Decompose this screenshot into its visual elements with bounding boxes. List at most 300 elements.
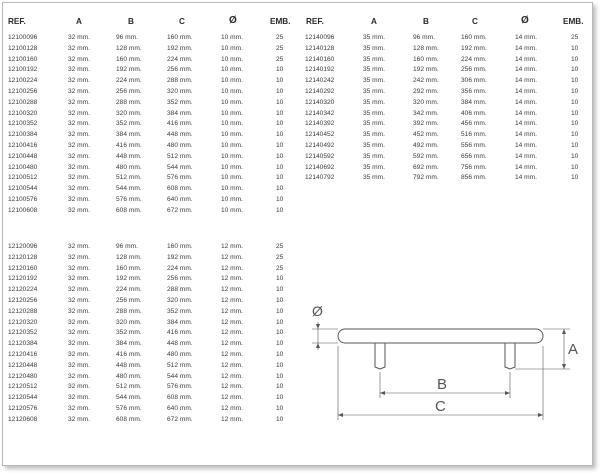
- cell-c: 608 mm.: [167, 185, 193, 193]
- cell-c: 384 mm.: [167, 318, 193, 326]
- cell-diameter: 10 mm.: [221, 142, 243, 149]
- header-b: B: [128, 17, 134, 26]
- cell-ref: 12140792: [305, 174, 335, 182]
- cell-ref: 12100576: [8, 196, 38, 203]
- cell-b: 342 mm.: [413, 109, 439, 117]
- cell-emb: 10: [276, 340, 284, 348]
- cell-a: 32 mm.: [68, 243, 90, 250]
- cell-c: 192 mm.: [167, 253, 193, 261]
- cell-c: 456 mm.: [461, 120, 487, 128]
- cell-diameter: 10 mm.: [221, 109, 243, 117]
- cell-emb: 10: [571, 55, 579, 63]
- cell-b: 792 mm.: [413, 174, 439, 182]
- handle-leg-left: [375, 343, 385, 369]
- cell-emb: 10: [276, 405, 284, 412]
- cell-b: 96 mm.: [116, 34, 138, 41]
- cell-c: 356 mm.: [461, 88, 487, 95]
- cell-diameter: 10 mm.: [221, 77, 243, 85]
- cell-a: 35 mm.: [363, 34, 385, 41]
- cell-a: 35 mm.: [363, 163, 385, 171]
- cell-ref: 12120352: [8, 329, 38, 337]
- cell-a: 32 mm.: [68, 361, 90, 369]
- cell-emb: 10: [276, 297, 284, 304]
- cell-ref: 12120192: [8, 275, 38, 283]
- cell-ref: 12100352: [8, 120, 38, 128]
- cell-diameter: 12 mm.: [221, 340, 243, 348]
- handle-bar: [338, 329, 543, 343]
- cell-a: 32 mm.: [68, 351, 90, 358]
- cell-ref: 12140292: [305, 88, 335, 95]
- cell-emb: 10: [276, 286, 284, 294]
- cell-ref: 12100096: [8, 34, 38, 41]
- cell-diameter: 12 mm.: [221, 394, 243, 402]
- cell-emb: 10: [571, 109, 579, 117]
- cell-ref: 12120512: [8, 383, 38, 391]
- cell-ref: 12140452: [305, 131, 335, 139]
- cell-diameter: 12 mm.: [221, 318, 243, 326]
- cell-c: 544 mm.: [167, 163, 193, 171]
- cell-b: 512 mm.: [116, 383, 142, 391]
- cell-b: 192 mm.: [413, 66, 439, 74]
- cell-diameter: 14 mm.: [515, 109, 537, 117]
- cell-b: 384 mm.: [116, 340, 142, 348]
- cell-b: 416 mm.: [116, 351, 142, 358]
- cell-emb: 10: [276, 372, 284, 380]
- cell-emb: 10: [276, 275, 284, 283]
- cell-emb: 10: [276, 131, 284, 139]
- cell-ref: 12120160: [8, 264, 38, 272]
- cell-c: 320 mm.: [167, 88, 193, 95]
- cell-ref: 12140320: [305, 98, 335, 106]
- cell-c: 448 mm.: [167, 131, 193, 139]
- cell-emb: 10: [276, 361, 284, 369]
- header-diameter: Ø: [229, 15, 237, 26]
- cell-emb: 25: [276, 34, 284, 41]
- cell-a: 32 mm.: [68, 44, 90, 52]
- cell-c: 192 mm.: [461, 44, 487, 52]
- cell-b: 416 mm.: [116, 142, 142, 149]
- cell-diameter: 12 mm.: [221, 253, 243, 261]
- cell-diameter: 14 mm.: [515, 77, 537, 85]
- cell-emb: 25: [276, 253, 284, 261]
- header-c: C: [472, 17, 478, 26]
- cell-c: 672 mm.: [167, 415, 193, 423]
- cell-emb: 25: [276, 55, 284, 63]
- cell-diameter: 14 mm.: [515, 55, 537, 63]
- cell-c: 416 mm.: [167, 120, 193, 128]
- cell-a: 32 mm.: [68, 275, 90, 283]
- cell-a: 32 mm.: [68, 120, 90, 128]
- cell-a: 35 mm.: [363, 109, 385, 117]
- cell-ref: 12120608: [8, 415, 38, 423]
- cell-a: 32 mm.: [68, 206, 90, 214]
- cell-emb: 10: [276, 174, 284, 182]
- cell-a: 35 mm.: [363, 152, 385, 160]
- cell-diameter: 10 mm.: [221, 196, 243, 203]
- cell-diameter: 14 mm.: [515, 131, 537, 139]
- cell-b: 192 mm.: [116, 275, 142, 283]
- cell-ref: 12140592: [305, 152, 335, 160]
- cell-a: 32 mm.: [68, 394, 90, 402]
- cell-c: 224 mm.: [167, 264, 193, 272]
- cell-c: 256 mm.: [167, 66, 193, 74]
- cell-emb: 10: [571, 163, 579, 171]
- cell-diameter: 12 mm.: [221, 372, 243, 380]
- cell-b: 288 mm.: [116, 98, 142, 106]
- cell-ref: 12120320: [8, 318, 38, 326]
- cell-a: 35 mm.: [363, 88, 385, 95]
- cell-emb: 10: [276, 109, 284, 117]
- cell-ref: 12140342: [305, 109, 335, 117]
- header-emb: EMB.: [563, 17, 584, 26]
- cell-a: 32 mm.: [68, 297, 90, 304]
- cell-b: 448 mm.: [116, 361, 142, 369]
- cell-ref: 12140392: [305, 120, 335, 128]
- cell-emb: 10: [276, 152, 284, 160]
- cell-b: 544 mm.: [116, 394, 142, 402]
- cell-b: 352 mm.: [116, 329, 142, 337]
- cell-emb: 10: [276, 318, 284, 326]
- cell-a: 32 mm.: [68, 109, 90, 117]
- cell-b: 480 mm.: [116, 372, 142, 380]
- cell-c: 306 mm.: [461, 77, 487, 85]
- cell-a: 32 mm.: [68, 163, 90, 171]
- header-ref: REF.: [306, 17, 324, 26]
- cell-emb: 10: [276, 415, 284, 423]
- cell-diameter: 10 mm.: [221, 174, 243, 182]
- cell-b: 320 mm.: [116, 109, 142, 117]
- cell-emb: 10: [571, 88, 579, 95]
- cell-a: 32 mm.: [68, 405, 90, 412]
- header-ref: REF.: [8, 17, 26, 26]
- cell-emb: 10: [276, 329, 284, 337]
- cell-diameter: 10 mm.: [221, 120, 243, 128]
- cell-ref: 12140096: [305, 34, 335, 41]
- a-label: A: [568, 341, 579, 358]
- cell-b: 692 mm.: [413, 163, 439, 171]
- cell-ref: 12120576: [8, 405, 38, 412]
- cell-emb: 10: [276, 185, 284, 193]
- cell-c: 480 mm.: [167, 142, 193, 149]
- cell-a: 32 mm.: [68, 196, 90, 203]
- cell-ref: 12120448: [8, 361, 38, 369]
- cell-c: 672 mm.: [167, 206, 193, 214]
- cell-c: 256 mm.: [167, 275, 193, 283]
- cell-ref: 12100288: [8, 98, 38, 106]
- cell-diameter: 12 mm.: [221, 361, 243, 369]
- cell-ref: 12120480: [8, 372, 38, 380]
- cell-diameter: 10 mm.: [221, 185, 243, 193]
- cell-diameter: 10 mm.: [221, 44, 243, 52]
- cell-diameter: 14 mm.: [515, 120, 537, 128]
- cell-c: 608 mm.: [167, 394, 193, 402]
- cell-ref: 12120128: [8, 253, 38, 261]
- cell-a: 32 mm.: [68, 55, 90, 63]
- cell-emb: 25: [276, 264, 284, 272]
- cell-c: 512 mm.: [167, 361, 193, 369]
- dia-label: Ø: [312, 303, 323, 319]
- cell-diameter: 10 mm.: [221, 152, 243, 160]
- cell-a: 32 mm.: [68, 131, 90, 139]
- cell-emb: 10: [276, 394, 284, 402]
- cell-b: 256 mm.: [116, 88, 142, 95]
- cell-emb: 10: [571, 152, 579, 160]
- header-c: C: [179, 17, 185, 26]
- cell-ref: 12100448: [8, 152, 38, 160]
- handle-leg-right: [505, 343, 515, 369]
- cell-emb: 10: [571, 66, 579, 74]
- cell-diameter: 14 mm.: [515, 66, 537, 74]
- cell-b: 128 mm.: [116, 44, 142, 52]
- cell-emb: 10: [276, 206, 284, 214]
- cell-ref: 12120416: [8, 351, 38, 358]
- cell-ref: 12120256: [8, 297, 38, 304]
- cell-b: 480 mm.: [116, 163, 142, 171]
- cell-emb: 10: [571, 131, 579, 139]
- cell-b: 392 mm.: [413, 120, 439, 128]
- cell-b: 544 mm.: [116, 185, 142, 193]
- cell-a: 32 mm.: [68, 415, 90, 423]
- cell-c: 384 mm.: [461, 98, 487, 106]
- cell-emb: 10: [571, 77, 579, 85]
- cell-b: 256 mm.: [116, 297, 142, 304]
- cell-b: 448 mm.: [116, 152, 142, 160]
- cell-c: 256 mm.: [461, 66, 487, 74]
- cell-b: 192 mm.: [116, 66, 142, 74]
- cell-ref: 12100544: [8, 185, 38, 193]
- cell-b: 608 mm.: [116, 206, 142, 214]
- header-a: A: [76, 17, 82, 26]
- cell-b: 320 mm.: [116, 318, 142, 326]
- cell-diameter: 14 mm.: [515, 152, 537, 160]
- header-b: B: [423, 17, 429, 26]
- cell-ref: 12120096: [8, 243, 38, 250]
- cell-ref: 12100512: [8, 174, 38, 182]
- cell-a: 32 mm.: [68, 329, 90, 337]
- cell-c: 160 mm.: [167, 34, 193, 41]
- cell-ref: 12140128: [305, 44, 335, 52]
- cell-b: 320 mm.: [413, 98, 439, 106]
- cell-ref: 12140692: [305, 163, 335, 171]
- cell-c: 480 mm.: [167, 351, 193, 358]
- cell-c: 416 mm.: [167, 329, 193, 337]
- cell-a: 35 mm.: [363, 66, 385, 74]
- cell-diameter: 12 mm.: [221, 297, 243, 304]
- cell-b: 352 mm.: [116, 120, 142, 128]
- cell-c: 384 mm.: [167, 109, 193, 117]
- cell-diameter: 10 mm.: [221, 34, 243, 41]
- cell-diameter: 14 mm.: [515, 88, 537, 95]
- cell-c: 224 mm.: [461, 55, 487, 63]
- cell-a: 32 mm.: [68, 152, 90, 160]
- cell-diameter: 10 mm.: [221, 88, 243, 95]
- cell-emb: 10: [571, 44, 579, 52]
- cell-c: 448 mm.: [167, 340, 193, 348]
- cell-ref: 12120384: [8, 340, 38, 348]
- cell-emb: 25: [276, 243, 284, 250]
- cell-a: 32 mm.: [68, 88, 90, 95]
- cell-emb: 10: [276, 120, 284, 128]
- cell-emb: 10: [276, 163, 284, 171]
- cell-emb: 10: [276, 88, 284, 95]
- header-a: A: [371, 17, 377, 26]
- cell-c: 556 mm.: [461, 142, 487, 149]
- cell-emb: 10: [571, 142, 579, 149]
- cell-a: 32 mm.: [68, 372, 90, 380]
- cell-ref: 12100320: [8, 109, 38, 117]
- cell-c: 576 mm.: [167, 174, 193, 182]
- cell-diameter: 10 mm.: [221, 66, 243, 74]
- cell-b: 160 mm.: [116, 264, 142, 272]
- cell-c: 406 mm.: [461, 109, 487, 117]
- cell-emb: 10: [276, 66, 284, 74]
- cell-a: 32 mm.: [68, 340, 90, 348]
- cell-b: 224 mm.: [116, 286, 142, 294]
- cell-a: 35 mm.: [363, 174, 385, 182]
- cell-a: 35 mm.: [363, 131, 385, 139]
- cell-c: 576 mm.: [167, 383, 193, 391]
- cell-diameter: 10 mm.: [221, 163, 243, 171]
- header-emb: EMB.: [270, 17, 291, 26]
- cell-emb: 10: [276, 98, 284, 106]
- cell-diameter: 12 mm.: [221, 383, 243, 391]
- cell-emb: 25: [571, 34, 579, 41]
- cell-c: 192 mm.: [167, 44, 193, 52]
- cell-c: 224 mm.: [167, 55, 193, 63]
- cell-ref: 12120224: [8, 286, 38, 294]
- cell-c: 640 mm.: [167, 196, 193, 203]
- cell-emb: 10: [276, 383, 284, 391]
- cell-emb: 10: [276, 77, 284, 85]
- cell-a: 32 mm.: [68, 307, 90, 315]
- cell-ref: 12140492: [305, 142, 335, 149]
- cell-emb: 10: [276, 142, 284, 149]
- cell-emb: 10: [571, 120, 579, 128]
- cell-a: 32 mm.: [68, 98, 90, 106]
- cell-ref: 12100192: [8, 66, 38, 74]
- cell-a: 32 mm.: [68, 264, 90, 272]
- cell-a: 35 mm.: [363, 98, 385, 106]
- c-label: C: [435, 398, 446, 415]
- cell-ref: 12100480: [8, 163, 38, 171]
- cell-c: 160 mm.: [461, 34, 487, 41]
- cell-b: 576 mm.: [116, 196, 142, 203]
- cell-ref: 12100256: [8, 88, 38, 95]
- cell-c: 320 mm.: [167, 297, 193, 304]
- cell-diameter: 12 mm.: [221, 307, 243, 315]
- cell-a: 35 mm.: [363, 77, 385, 85]
- cell-diameter: 10 mm.: [221, 206, 243, 214]
- cell-c: 516 mm.: [461, 131, 487, 139]
- cell-a: 35 mm.: [363, 55, 385, 63]
- cell-diameter: 14 mm.: [515, 142, 537, 149]
- cell-b: 160 mm.: [116, 55, 142, 63]
- cell-c: 756 mm.: [461, 163, 487, 171]
- cell-a: 32 mm.: [68, 185, 90, 193]
- cell-diameter: 12 mm.: [221, 275, 243, 283]
- b-label: B: [437, 376, 448, 393]
- cell-emb: 10: [571, 98, 579, 106]
- cell-ref: 12140242: [305, 77, 335, 85]
- handle-drawing: [298, 280, 588, 430]
- cell-diameter: 12 mm.: [221, 405, 243, 412]
- cell-a: 32 mm.: [68, 66, 90, 74]
- cell-c: 352 mm.: [167, 98, 193, 106]
- cell-diameter: 12 mm.: [221, 264, 243, 272]
- cell-ref: 12140192: [305, 66, 335, 74]
- cell-b: 512 mm.: [116, 174, 142, 182]
- cell-ref: 12100416: [8, 142, 38, 149]
- cell-a: 35 mm.: [363, 120, 385, 128]
- cell-diameter: 14 mm.: [515, 174, 537, 182]
- cell-b: 160 mm.: [413, 55, 439, 63]
- cell-c: 288 mm.: [167, 286, 193, 294]
- cell-diameter: 12 mm.: [221, 351, 243, 358]
- cell-a: 32 mm.: [68, 318, 90, 326]
- cell-a: 35 mm.: [363, 142, 385, 149]
- cell-ref: 12120544: [8, 394, 38, 402]
- header-diameter: Ø: [521, 15, 529, 26]
- cell-a: 32 mm.: [68, 286, 90, 294]
- cell-b: 242 mm.: [413, 77, 439, 85]
- cell-diameter: 14 mm.: [515, 44, 537, 52]
- cell-diameter: 14 mm.: [515, 98, 537, 106]
- cell-b: 492 mm.: [413, 142, 439, 149]
- cell-emb: 10: [571, 174, 579, 182]
- cell-ref: 12100224: [8, 77, 38, 85]
- cell-c: 544 mm.: [167, 372, 193, 380]
- cell-a: 32 mm.: [68, 253, 90, 261]
- cell-c: 856 mm.: [461, 174, 487, 182]
- cell-emb: 10: [276, 307, 284, 315]
- cell-ref: 12100160: [8, 55, 38, 63]
- cell-b: 384 mm.: [116, 131, 142, 139]
- cell-a: 32 mm.: [68, 383, 90, 391]
- cell-diameter: 10 mm.: [221, 55, 243, 63]
- cell-ref: 12100608: [8, 206, 38, 214]
- cell-c: 640 mm.: [167, 405, 193, 412]
- cell-b: 608 mm.: [116, 415, 142, 423]
- cell-b: 96 mm.: [116, 243, 138, 250]
- cell-b: 128 mm.: [413, 44, 439, 52]
- cell-ref: 12140160: [305, 55, 335, 63]
- cell-a: 32 mm.: [68, 174, 90, 182]
- cell-c: 512 mm.: [167, 152, 193, 160]
- cell-b: 576 mm.: [116, 405, 142, 412]
- cell-diameter: 14 mm.: [515, 34, 537, 41]
- cell-diameter: 10 mm.: [221, 131, 243, 139]
- cell-diameter: 12 mm.: [221, 415, 243, 423]
- cell-b: 128 mm.: [116, 253, 142, 261]
- cell-diameter: 12 mm.: [221, 243, 243, 250]
- cell-b: 96 mm.: [413, 34, 435, 41]
- cell-c: 288 mm.: [167, 77, 193, 85]
- cell-c: 352 mm.: [167, 307, 193, 315]
- cell-c: 656 mm.: [461, 152, 487, 160]
- cell-diameter: 14 mm.: [515, 163, 537, 171]
- cell-a: 32 mm.: [68, 34, 90, 41]
- cell-emb: 10: [276, 196, 284, 203]
- cell-emb: 25: [276, 44, 284, 52]
- cell-a: 32 mm.: [68, 142, 90, 149]
- cell-ref: 12120288: [8, 307, 38, 315]
- cell-diameter: 12 mm.: [221, 286, 243, 294]
- cell-a: 32 mm.: [68, 77, 90, 85]
- cell-c: 160 mm.: [167, 243, 193, 250]
- cell-b: 452 mm.: [413, 131, 439, 139]
- cell-b: 288 mm.: [116, 307, 142, 315]
- cell-b: 292 mm.: [413, 88, 439, 95]
